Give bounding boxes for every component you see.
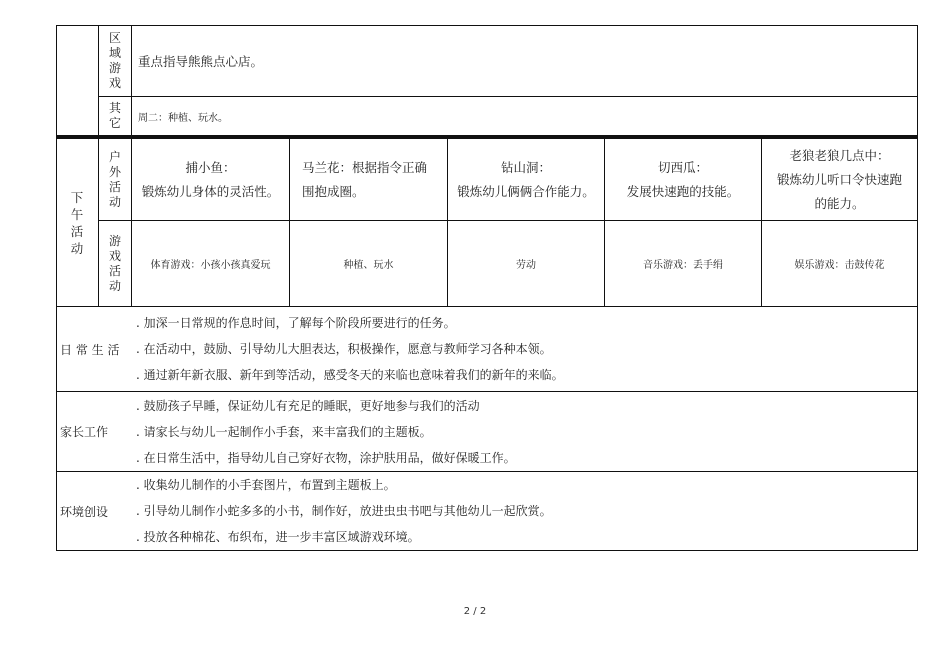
game-cell: 劳动	[516, 260, 536, 271]
outdoor-label: 户 外 活 动	[108, 149, 121, 209]
game-label: 游 戏 活 动	[108, 233, 121, 293]
outdoor-cell: 切西瓜： 发展快速跑的技能。	[626, 159, 740, 199]
daily-life-list	[136, 307, 916, 391]
outdoor-cell: 老狼老狼几点中： 锻炼幼儿听口令快速跑 的能力。	[776, 147, 902, 211]
qu-yu-label: 区 域 游 戏	[108, 30, 121, 90]
outdoor-cell: 马兰花：根据指令正确 围抱成圈。	[302, 159, 428, 199]
environment-label: 环境创设	[60, 504, 109, 519]
list-item: . 鼓励孩子早睡，保证幼儿有充足的睡眠，更好地参与我们的活动	[136, 398, 480, 413]
qi-ta-text: 周二：种植、玩水。	[138, 112, 228, 124]
qi-ta-label: 其 它	[108, 101, 121, 130]
parent-work-label: 家长工作	[60, 425, 109, 439]
outdoor-cell: 捕小鱼： 锻炼幼儿身体的灵活性。	[141, 159, 280, 199]
list-item: . 收集幼儿制作的小手套图片，布置到主题板上。	[136, 478, 396, 492]
list-item: . 在日常生活中，指导幼儿自己穿好衣物，涂护肤用品，做好保暖工作。	[136, 450, 516, 465]
environment-list	[136, 472, 916, 550]
outdoor-cell: 钻山洞： 锻炼幼儿俩俩合作能力。	[457, 159, 595, 199]
schedule-table	[56, 25, 918, 551]
qu-yu-text: 重点指导熊熊点心店。	[138, 53, 264, 69]
list-item: . 投放各种棉花、布织布，进一步丰富区域游戏环境。	[136, 530, 420, 544]
game-cell: 种植、玩水	[343, 260, 394, 271]
list-item: . 引导幼儿制作小蛇多多的小书，制作好，放进虫虫书吧与其他幼儿一起欣赏。	[136, 504, 552, 518]
list-item: . 请家长与幼儿一起制作小手套，来丰富我们的主题板。	[136, 424, 432, 439]
daily-life-label: 日 常 生 活	[60, 342, 120, 357]
list-item: . 通过新年新衣服、新年到等活动，感受冬天的来临也意味着我们的新年的来临。	[136, 368, 564, 382]
game-cell: 音乐游戏：丢手绢	[643, 260, 723, 271]
parent-work-list	[136, 392, 916, 471]
game-cell: 娱乐游戏：击鼓传花	[794, 260, 885, 271]
page-number: 2 / 2	[463, 606, 487, 617]
game-cell: 体育游戏：小孩小孩真爱玩	[150, 260, 271, 271]
list-item: . 加深一日常规的作息时间，了解每个阶段所要进行的任务。	[136, 316, 456, 330]
list-item: . 在活动中，鼓励、引导幼儿大胆表达，积极操作，愿意与教师学习各种本领。	[136, 342, 552, 356]
afternoon-label: 下 午 活 动	[70, 189, 84, 256]
